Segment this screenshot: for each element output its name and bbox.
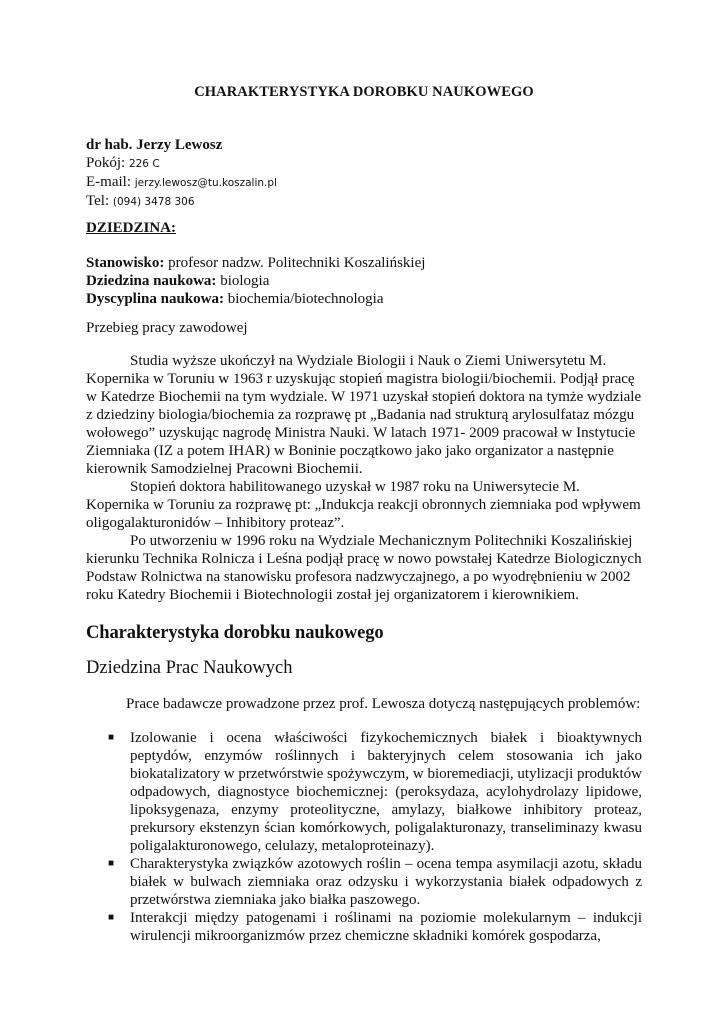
contact-block bbox=[86, 136, 277, 211]
email-value[interactable]: jerzy.lewosz@tu.koszalin.pl bbox=[134, 177, 277, 189]
position-info bbox=[86, 254, 425, 308]
email-label: E-mail: bbox=[86, 174, 131, 190]
list-item-text: Charakterystyka związków azotowych roślin – ocena tempa asymilacji azotu, składu białek w bulwach ziemniaka oraz odzysku i wykorzystania białek odpadowych z przetwórstwa ziemniaka jako białka paszowego. bbox=[130, 856, 642, 908]
career-paragraph: Studia wyższe ukończył na Wydziale Biologii i Nauk o Ziemi Uniwersytetu M. Kopernika w Toruniu w 1963 r uzyskując stopień magistra biologii/biochemii. Podjął pracę w Katedrze Biochemii na tym wydziale. W 1971 uzyskał stopień doktora na tymże wydziale z dziedziny biologia/biochemia za rozprawę pt „Badania nad strukturą arylosulfataz mózgu wołowego” uzyskując nagrodę Ministra Nauki. W latach 1971- 2009 pracował w Instytucie Ziemniaka (IZ a potem IHAR) w Boninie początkowo jako jako organizator a następnie kierownik Samodzielnej Pracowni Biochemii. bbox=[86, 353, 642, 477]
research-list bbox=[108, 729, 642, 945]
intro-sentence: Prace badawcze prowadzone przez prof. Lewosza dotyczą następujących problemów: bbox=[126, 696, 641, 712]
bullet-icon: ■ bbox=[108, 732, 115, 743]
list-item bbox=[108, 909, 642, 945]
field-label: Dziedzina naukowa: bbox=[86, 273, 217, 289]
document-title: CHARAKTERYSTYKA DOROBKU NAUKOWEGO bbox=[194, 84, 534, 100]
career-text bbox=[86, 352, 642, 604]
bullet-icon: ■ bbox=[108, 858, 115, 869]
discipline-label: Dyscyplina naukowa: bbox=[86, 291, 224, 307]
tel-label: Tel: bbox=[86, 193, 110, 209]
tel-value: (094) 3478 306 bbox=[112, 196, 195, 208]
field-value: biologia bbox=[220, 273, 270, 289]
position-value: profesor nadzw. Politechniki Koszalińskiej bbox=[168, 255, 426, 271]
career-paragraph: Po utworzeniu w 1996 roku na Wydziale Mechanicznym Politechniki Koszalińskiej kierunku Technika Rolnicza i Leśna podjął pracę w nowo powstałej Katedrze Biologicznych Podstaw Rolnictwa na stanowisku profesora nadzwyczajnego, a po wyodrębnieniu w 2002 roku Katedry Biochemii i Biotechnologii został jej organizatorem i kierownikiem. bbox=[86, 533, 642, 603]
subsection-heading: Dziedzina Prac Naukowych bbox=[86, 658, 293, 678]
room-line bbox=[86, 154, 277, 173]
room-value: 226 C bbox=[128, 158, 160, 170]
list-item-text: Izolowanie i ocena właściwości fizykochemicznych białek i bioaktywnych peptydów, enzymów roślinnych i bakteryjnych celem stosowania ich jako biokatalizatory w przetwórstwie spożywczym, w bioremediacji, utylizacji produktów odpadowych, diagnostyce biochemicznej: (peroksydaza, acylohydrolazy lipidowe, lipoksygenaza, enzymy proteolityczne, amylazy, białkowe inhibitory proteaz, prekursory ekstenzyn ścian komórkowych, poligalakturonazy, transeliminazy kwasu poligalakturonowego, celulazy, metaloproteinazy). bbox=[130, 730, 642, 854]
room-label: Pokój: bbox=[86, 155, 126, 171]
discipline-line bbox=[86, 290, 425, 308]
list-item-text: Interakcji między patogenami i roślinami na poziomie molekularnym – indukcji wirulencji mikroorganizmów przez chemiczne składniki komórek gospodarza, bbox=[130, 910, 642, 944]
position-line bbox=[86, 254, 425, 272]
field-line bbox=[86, 272, 425, 290]
career-paragraph: Stopień doktora habilitowanego uzyskał w 1987 roku na Uniwersytecie M. Kopernika w Toruniu za rozprawę pt: „Indukcja reakcji obronnych ziemniaka pod wpływem oligogalakturonidów – Inhibitory proteaz”. bbox=[86, 479, 641, 531]
list-item bbox=[108, 855, 642, 909]
career-heading: Przebieg pracy zawodowej bbox=[86, 320, 248, 336]
email-line bbox=[86, 173, 277, 192]
discipline-value: biochemia/biotechnologia bbox=[227, 291, 384, 307]
section-heading: Charakterystyka dorobku naukowego bbox=[86, 623, 384, 643]
position-label: Stanowisko: bbox=[86, 255, 165, 271]
list-item bbox=[108, 729, 642, 855]
dziedzina-heading: DZIEDZINA: bbox=[86, 220, 177, 236]
person-name: dr hab. Jerzy Lewosz bbox=[86, 137, 223, 153]
tel-line bbox=[86, 192, 277, 211]
bullet-icon: ■ bbox=[108, 912, 115, 923]
